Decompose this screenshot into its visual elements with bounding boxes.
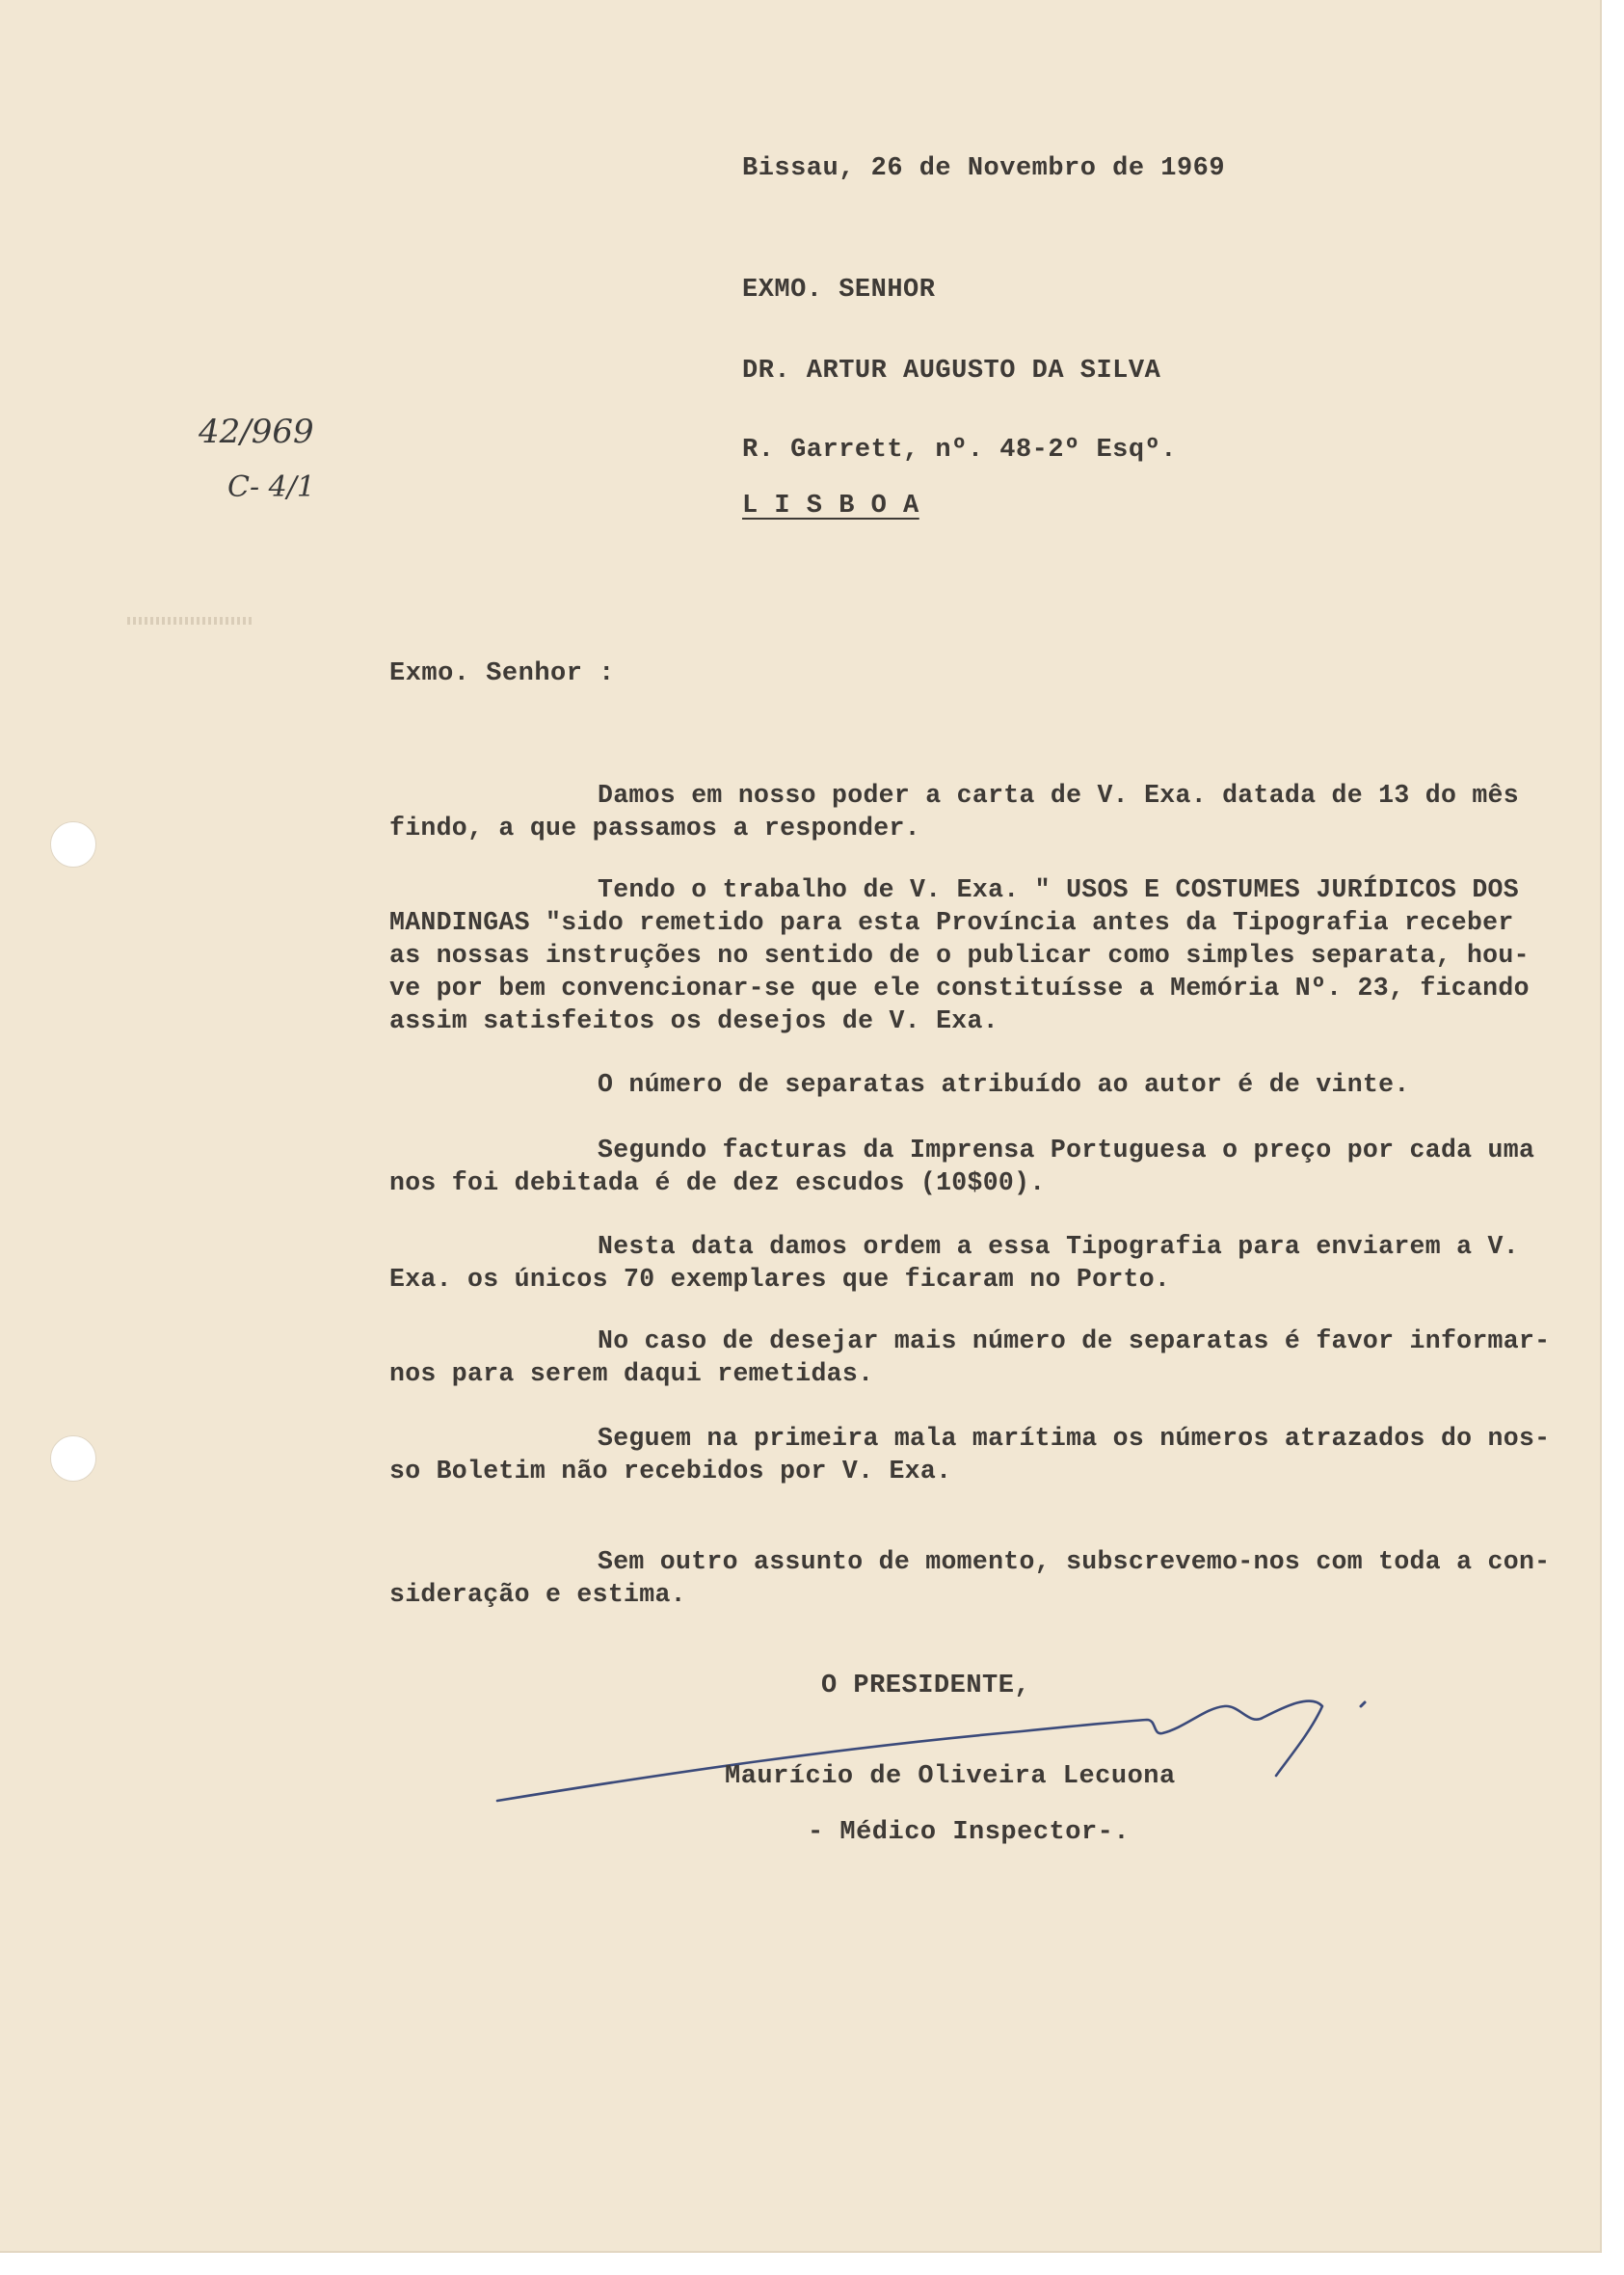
paragraph-line: ve por bem convencionar-se que ele constituísse a Memória Nº. 23, ficando: [389, 974, 1530, 1003]
paragraph-line: sideração e estima.: [389, 1580, 686, 1609]
paragraph-line: Sem outro assunto de momento, subscrevemo-nos com toda a con-: [598, 1547, 1551, 1576]
paragraph-line: assim satisfeitos os desejos de V. Exa.: [389, 1006, 998, 1035]
paragraph-line: nos foi debitada é de dez escudos (10$00).: [389, 1168, 1046, 1197]
recipient-name: DR. ARTUR AUGUSTO DA SILVA: [742, 357, 1161, 386]
paragraph-line: MANDINGAS "sido remetido para esta Província antes da Tipografia receber: [389, 908, 1514, 937]
paragraph-line: Seguem na primeira mala marítima os números atrazados do nos-: [598, 1424, 1551, 1453]
greeting: Exmo. Senhor :: [389, 659, 615, 688]
signatory-title: - Médico Inspector-.: [808, 1818, 1131, 1847]
file-ref-code: C- 4/1: [227, 470, 315, 504]
date-line: Bissau, 26 de Novembro de 1969: [742, 154, 1226, 183]
paragraph-1: [389, 779, 1584, 844]
paragraph-line: findo, a que passamos a responder.: [389, 814, 920, 843]
paragraph-3: [389, 1068, 1584, 1101]
paragraph-5: [389, 1230, 1584, 1296]
paragraph-line: as nossas instruções no sentido de o publicar como simples separata, hou-: [389, 941, 1530, 970]
punch-hole-bottom: [50, 1435, 96, 1482]
recipient-street: R. Garrett, nº. 48-2º Esqº.: [742, 436, 1177, 465]
paragraph-6: [389, 1325, 1584, 1390]
paragraph-2: [389, 873, 1584, 1037]
paragraph-line: nos para serem daqui remetidas.: [389, 1359, 874, 1388]
paragraph-line: Nesta data damos ordem a essa Tipografia para enviarem a V.: [598, 1232, 1519, 1261]
signatory-name: Maurício de Oliveira Lecuona: [725, 1762, 1176, 1791]
paragraph-7: [389, 1422, 1584, 1487]
paragraph-line: so Boletim não recebidos por V. Exa.: [389, 1457, 952, 1485]
paragraph-line: Tendo o trabalho de V. Exa. " USOS E COSTUMES JURÍDICOS DOS: [598, 875, 1519, 904]
paragraph-line: Exa. os únicos 70 exemplares que ficaram no Porto.: [389, 1265, 1171, 1294]
paragraph-8: [389, 1545, 1584, 1611]
recipient-city: L I S B O A: [742, 492, 919, 521]
recipient-salutation-title: EXMO. SENHOR: [742, 276, 936, 305]
paragraph-4: [389, 1134, 1584, 1199]
faint-mark: [127, 617, 253, 625]
closing-role: O PRESIDENTE,: [821, 1672, 1031, 1700]
paragraph-line: No caso de desejar mais número de separatas é favor informar-: [598, 1326, 1551, 1355]
paragraph-line: O número de separatas atribuído ao autor é de vinte.: [598, 1070, 1410, 1099]
file-ref-number: 42/969: [199, 413, 314, 451]
punch-hole-top: [50, 821, 96, 868]
paragraph-line: Damos em nosso poder a carta de V. Exa. datada de 13 do mês: [598, 781, 1519, 810]
paragraph-line: Segundo facturas da Imprensa Portuguesa o preço por cada uma: [598, 1136, 1535, 1164]
